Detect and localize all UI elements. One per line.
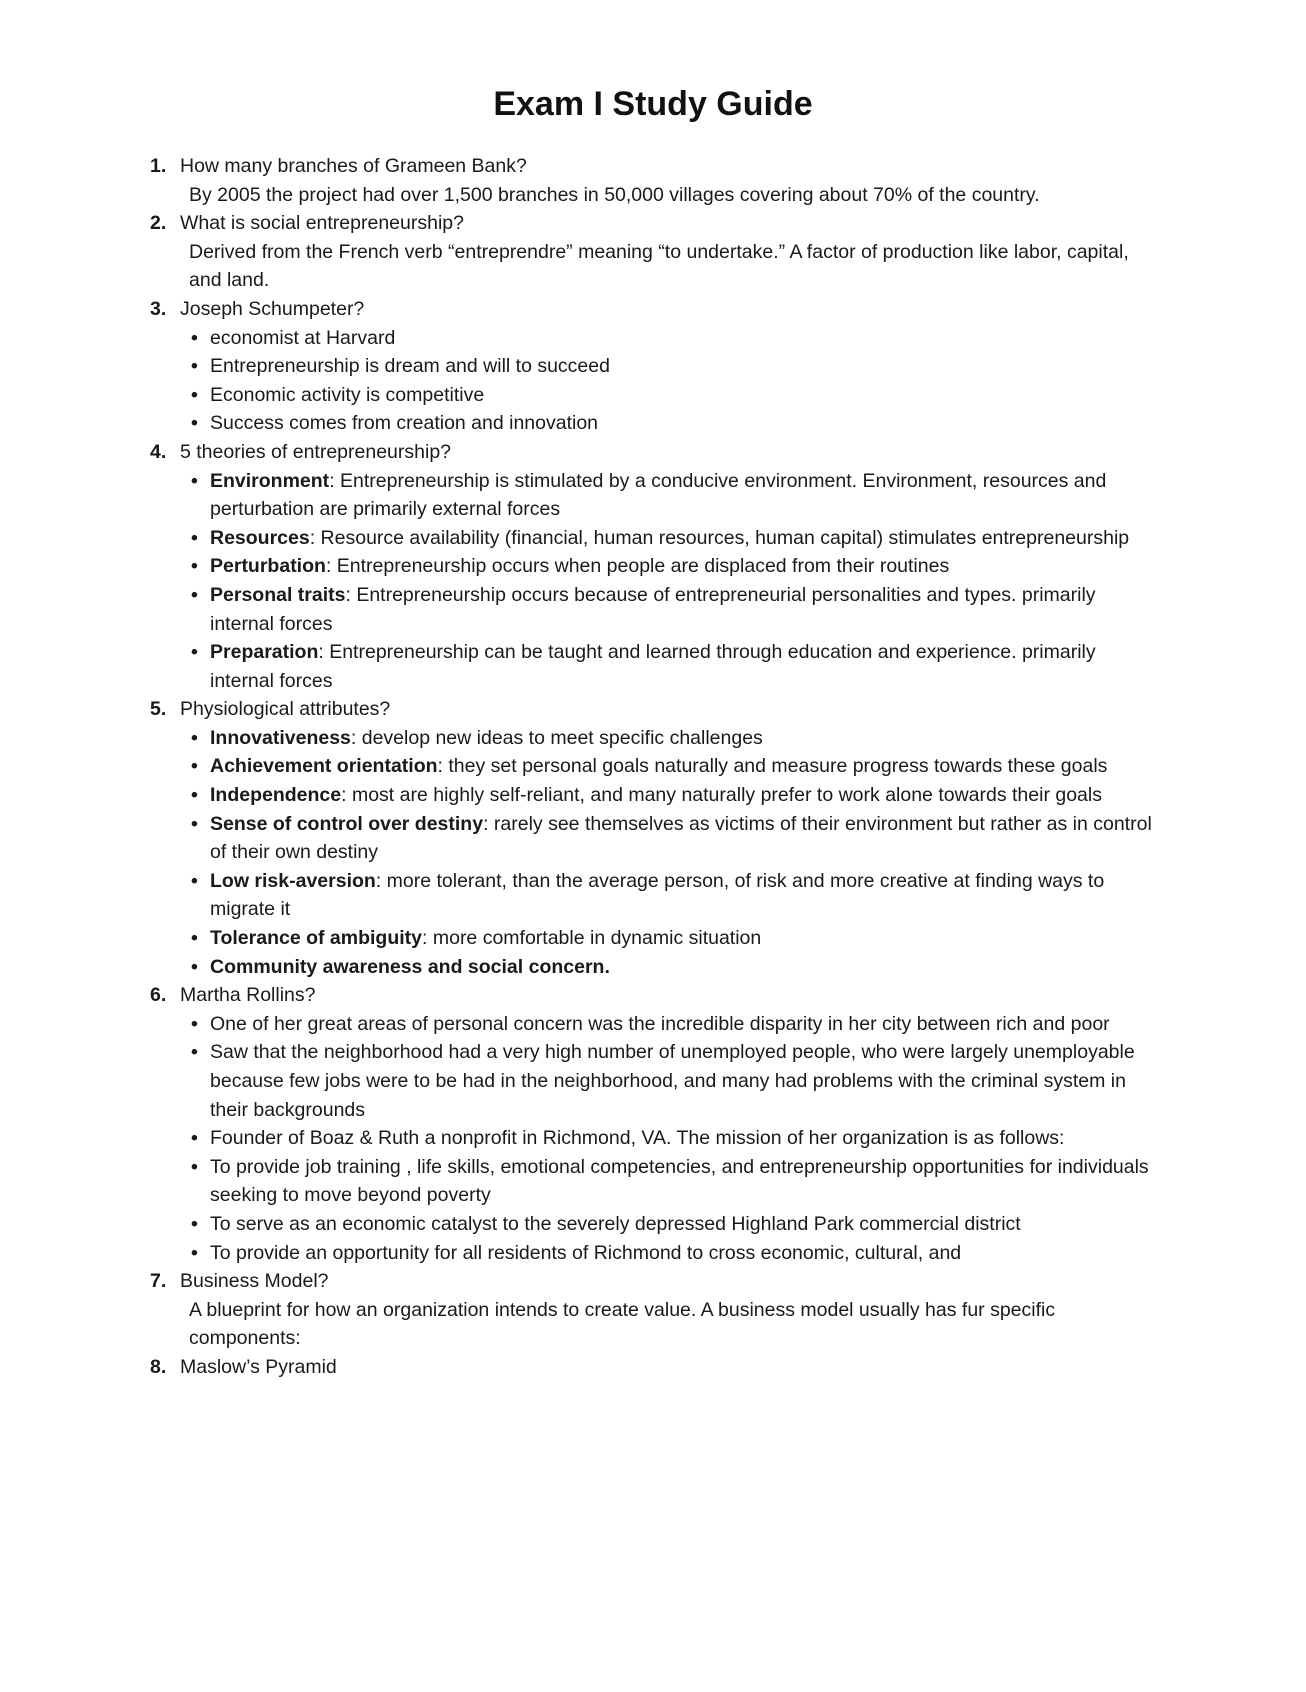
- question-number: 3.: [150, 297, 167, 320]
- list-item: • One of her great areas of personal concern was the incredible disparity in her city between rich and poor: [189, 1010, 1160, 1039]
- question-number: 7.: [150, 1270, 167, 1293]
- list-item: [189, 552, 1160, 581]
- list-item: • Saw that the neighborhood had a very high number of unemployed people, who were largely unemployable because few jobs were to be had in the neighborhood, and many had problems with the criminal system in their backgrounds: [189, 1038, 1160, 1124]
- bullet-list-6: [150, 1010, 1160, 1267]
- term: Perturbation: [210, 555, 326, 578]
- list-item: [189, 467, 1160, 524]
- term: Community awareness and social concern.: [210, 955, 610, 978]
- definition: : rarely see themselves as victims of their environment but rather as in control of their own destiny: [210, 812, 1152, 864]
- answer-1: By 2005 the project had over 1,500 branches in 50,000 villages covering about 70% of the country.: [189, 183, 1040, 206]
- question-text: What is social entrepreneurship?: [180, 212, 464, 235]
- question-3: [150, 295, 1160, 324]
- list-item: • To serve as an economic catalyst to the severely depressed Highland Park commercial district: [189, 1210, 1160, 1239]
- list-item: [189, 724, 1160, 753]
- term: Achievement orientation: [210, 755, 438, 778]
- question-text: Joseph Schumpeter?: [180, 297, 365, 320]
- term: Resources: [210, 526, 310, 549]
- study-guide-list: [150, 152, 1160, 1382]
- list-item: • economist at Harvard: [189, 324, 1160, 353]
- question-8: [150, 1353, 1160, 1382]
- question-number: 6.: [150, 984, 167, 1007]
- question-text: Business Model?: [180, 1270, 329, 1293]
- definition: : Entrepreneurship can be taught and learned through education and experience. primarily internal forces: [210, 641, 1096, 692]
- question-4: [150, 438, 1160, 467]
- question-6: [150, 981, 1160, 1010]
- answer-2: Derived from the French verb “entreprendre” meaning “to undertake.” A factor of production like labor, capital, and land.: [189, 240, 1129, 292]
- list-item: • Founder of Boaz & Ruth a nonprofit in Richmond, VA. The mission of her organization is as follows:: [189, 1124, 1160, 1153]
- question-number: 1.: [150, 155, 167, 177]
- list-item: [189, 953, 1160, 982]
- question-text: Physiological attributes?: [180, 698, 391, 721]
- list-item: • To provide an opportunity for all residents of Richmond to cross economic, cultural, and: [189, 1239, 1160, 1268]
- question-number: 5.: [150, 698, 167, 721]
- list-item: [189, 867, 1160, 924]
- question-text: 5 theories of entrepreneurship?: [180, 440, 452, 463]
- list-item: [189, 638, 1160, 695]
- definition: : more comfortable in dynamic situation: [422, 927, 762, 950]
- list-item: • To provide job training , life skills, emotional competencies, and entrepreneurship opportunities for individuals seeking to move beyond poverty: [189, 1153, 1160, 1210]
- definition: : they set personal goals naturally and measure progress towards these goals: [437, 755, 1108, 778]
- definition: : develop new ideas to meet specific challenges: [350, 726, 763, 749]
- list-item: [189, 524, 1160, 553]
- question-number: 8.: [150, 1355, 167, 1378]
- term: Preparation: [210, 641, 319, 664]
- definition: : Resource availability (financial, human resources, human capital) stimulates entrepreneurship: [309, 526, 1130, 549]
- term: Tolerance of ambiguity: [210, 927, 423, 950]
- question-text: Maslow’s Pyramid: [180, 1355, 337, 1378]
- list-item: [189, 781, 1160, 810]
- definition: : most are highly self-reliant, and many naturally prefer to work alone towards their goals: [341, 784, 1102, 807]
- list-item: • Economic activity is competitive: [189, 381, 1160, 410]
- definition: : Entrepreneurship occurs when people are displaced from their routines: [325, 555, 950, 578]
- list-item: [189, 924, 1160, 953]
- list-item: [189, 752, 1160, 781]
- term: Independence: [210, 784, 342, 807]
- list-item: • Entrepreneurship is dream and will to succeed: [189, 352, 1160, 381]
- definition: : Entrepreneurship is stimulated by a conducive environment. Environment, resources and perturbation are primarily external forces: [210, 469, 1107, 521]
- question-7: [150, 1267, 1160, 1296]
- bullet-list-5: [150, 724, 1160, 981]
- list-item: [189, 810, 1160, 867]
- definition: : Entrepreneurship occurs because of entrepreneurial personalities and types. primarily internal forces: [210, 583, 1096, 635]
- list-item: [189, 581, 1160, 638]
- term: Sense of control over destiny: [210, 812, 484, 835]
- bullet-list-3: [150, 324, 1160, 438]
- term: Low risk-aversion: [210, 869, 376, 892]
- question-number: 4.: [150, 440, 167, 463]
- term: Environment: [210, 469, 330, 492]
- definition: : more tolerant, than the average person, of risk and more creative at finding ways to migrate it: [210, 869, 1105, 921]
- bullet-list-4: [150, 467, 1160, 696]
- question-text: Martha Rollins?: [180, 984, 316, 1007]
- question-text: How many branches of Grameen Bank?: [180, 155, 527, 177]
- question-5: [150, 695, 1160, 724]
- list-item: • Success comes from creation and innovation: [189, 409, 1160, 438]
- term: Personal traits: [210, 583, 346, 606]
- term: Innovativeness: [210, 726, 351, 749]
- question-number: 2.: [150, 212, 167, 235]
- page-title: Exam I Study Guide: [493, 85, 813, 123]
- question-2: [150, 209, 1160, 238]
- question-1: [150, 152, 1160, 181]
- answer-7: A blueprint for how an organization intends to create value. A business model usually has fur specific components:: [189, 1298, 1056, 1350]
